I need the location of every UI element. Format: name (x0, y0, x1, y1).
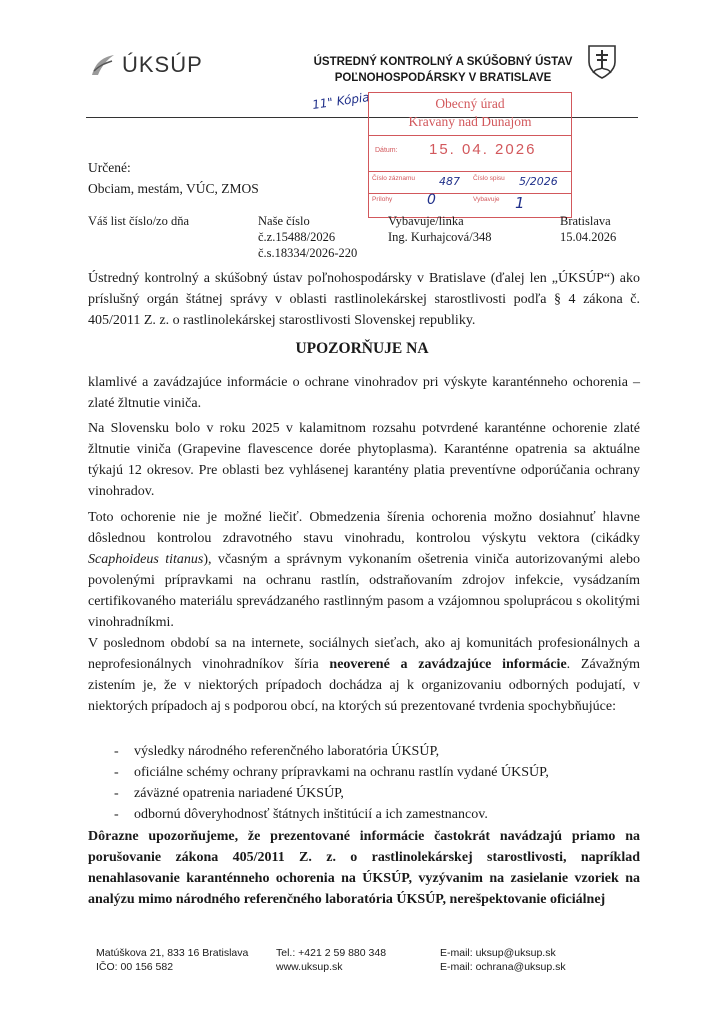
footer-emails (440, 946, 566, 974)
list-item: - záväzné opatrenia nariadené ÚKSÚP, (88, 783, 640, 804)
paragraph-3-species: Scaphoideus titanus (88, 552, 204, 567)
stamp-handles-value: 1 (515, 194, 525, 212)
stamp-handles-label: Vybavuje (473, 196, 500, 203)
uksup-logo (88, 48, 238, 82)
stamp-registration-row (369, 173, 571, 194)
footer-ico: IČO: 00 156 582 (96, 961, 174, 973)
ref-our-number-line-1: č.z.15488/2026 (258, 230, 336, 244)
footer-street: Matúškova 21, 833 16 Bratislava (96, 947, 249, 959)
stamp-reg-label: Číslo záznamu (372, 175, 415, 182)
paragraph-1: klamlivé a zavádzajúce informácie o ochrane vinohradov pri výskyte karanténneho ochorenia – zlaté žltnutie viniča. (88, 375, 640, 411)
ref-your-letter-label: Váš list číslo/zo dňa (88, 214, 190, 228)
recipient-block (88, 157, 259, 199)
stamp-date-label: Dátum: (375, 147, 398, 154)
paragraph-3-part-a: Toto ochorenie nie je možné liečiť. Obmedzenia šírenia ochorenia možno dosiahnuť hlavne dôslednou kontrolou zdravotného stavu vinohradu, kontrolou výskytu vektora (cikádky (88, 510, 640, 546)
stamp-file-label: Číslo spisu (473, 175, 505, 182)
paragraph-4-part-a: V poslednom období sa na internete, sociálnych sieťach, ako aj komunitách profesionálnych a neprofesionálnych vinohradníkov šíria (88, 636, 640, 672)
ref-your-letter (88, 213, 189, 229)
stamp-office-line-2: Kravany nad Dunajom (408, 114, 532, 129)
list-item: - výsledky národného referenčného laboratória ÚKSÚP, (88, 741, 640, 762)
paragraph-3-part-b: ), včasným a správnym vykonaním ošetrenia viniča autorizovanými alebo povolenými prípravkami na ochranu rastlín, odstraňovaním zdrojov infekcie, vysádzaním certifikovaného materiálu sprevádzaného rastlinným pasom a vzájomnou spoluprácou s okolitými vinohradníkmi. (88, 552, 640, 630)
ref-place-date (560, 213, 616, 245)
ref-handled-by (388, 213, 491, 245)
footer-email-1[interactable]: E-mail: uksup@uksup.sk (440, 947, 556, 959)
paragraph-4-emphasis: neoverené a zavádzajúce informácie (329, 657, 567, 672)
stamp-reg-value: 487 (439, 175, 460, 188)
institution-name (312, 54, 574, 86)
institution-line-2: POĽNOHOSPODÁRSKY V BRATISLAVE (334, 72, 552, 84)
ref-our-number-label: Naše číslo (258, 214, 310, 228)
footer-contact (276, 946, 386, 974)
logo-text: ÚKSÚP (122, 52, 203, 77)
page-heading: UPOZORŇUJE NA (295, 340, 429, 357)
ref-handled-by-label: Vybavuje/linka (388, 214, 464, 228)
paragraph-3 (88, 507, 640, 633)
footer-email-2[interactable]: E-mail: ochrana@uksup.sk (440, 961, 566, 973)
warning-paragraph: Dôrazne upozorňujeme, že prezentované informácie častokrát navádzajú priamo na porušovanie zákona 405/2011 Z. z. o rastlinolekárskej starostlivosti, napríklad nenahlasovanie karanténneho ochorenia na ÚKSÚP, vyzývanim na zasielanie vzoriek na analýzu mimo národného referenčného laboratória ÚKSÚP, nerešpektovanie oficiálnej (88, 829, 640, 907)
stamp-office (369, 95, 571, 136)
stamp-date-value: 15. 04. 2026 (429, 141, 537, 158)
footer-address (96, 946, 248, 974)
paragraph-4-part-b: . Závažným zistením je, že v niektorých prípadoch dochádza aj k organizovaniu odborných podujatí, v niektorých prípadoch aj s podporou obcí, na ktorých sú prezentované tvrdenia spochybňujúce: (88, 657, 640, 714)
intro-paragraph: Ústredný kontrolný a skúšobný ústav poľnohospodársky v Bratislave (ďalej len „ÚKSÚP“) ako príslušný orgán štátnej správy v oblasti rastlinolekárskej starostlivosti podľa § 4 zákona č. 405/2011 Z. z. o rastlinolekárskej starostlivosti Slovenskej republiky. (88, 271, 640, 328)
stamp-date-row (369, 135, 571, 172)
leaf-logo-icon (88, 51, 116, 79)
list-item: - oficiálne schémy ochrany prípravkami na ochranu rastlín vydané ÚKSÚP, (88, 762, 640, 783)
ref-handled-by-value: Ing. Kurhajcová/348 (388, 230, 492, 244)
footer-phone: Tel.: +421 2 59 880 348 (276, 947, 387, 959)
registry-stamp (368, 92, 572, 218)
handwritten-copy-note: 11" Kópia (311, 90, 371, 112)
stamp-attachments-label: Prílohy (372, 196, 393, 203)
paragraph-4 (88, 633, 640, 717)
stamp-office-line-1: Obecný úrad (435, 96, 505, 111)
footer-web-link[interactable]: www.uksup.sk (276, 961, 343, 973)
stamp-attachments-value: 0 (427, 192, 436, 208)
ref-our-number (258, 213, 357, 261)
paragraph-2: Na Slovensku bolo v roku 2025 v kalamitnom rozsahu potvrdené karanténne ochorenie zlaté žltnutie viniča (Grapevine flavescence dorée phytoplasma). Karanténne opatrenia sa aktuálne týkajú 12 okresov. Pre oblasti bez vyhlásenej karantény platia preventívne odporúčania ochrany vinohradov. (88, 421, 640, 499)
list-item: - odbornú dôveryhodnosť štátnych inštitúcií a ich zamestnancov. (88, 804, 640, 825)
institution-line-1: ÚSTREDNÝ KONTROLNÝ A SKÚŠOBNÝ ÚSTAV (313, 56, 573, 68)
recipient-value: Obciam, mestám, VÚC, ZMOS (88, 181, 259, 196)
ref-date-value: 15.04.2026 (560, 230, 617, 244)
ref-our-number-line-2: č.s.18334/2026-220 (258, 246, 358, 260)
ref-place-label: Bratislava (560, 214, 611, 228)
stamp-file-value: 5/2026 (519, 175, 558, 188)
disputed-items-list (88, 741, 640, 825)
slovak-coat-of-arms-icon (587, 44, 617, 80)
recipient-label: Určené: (88, 160, 131, 175)
